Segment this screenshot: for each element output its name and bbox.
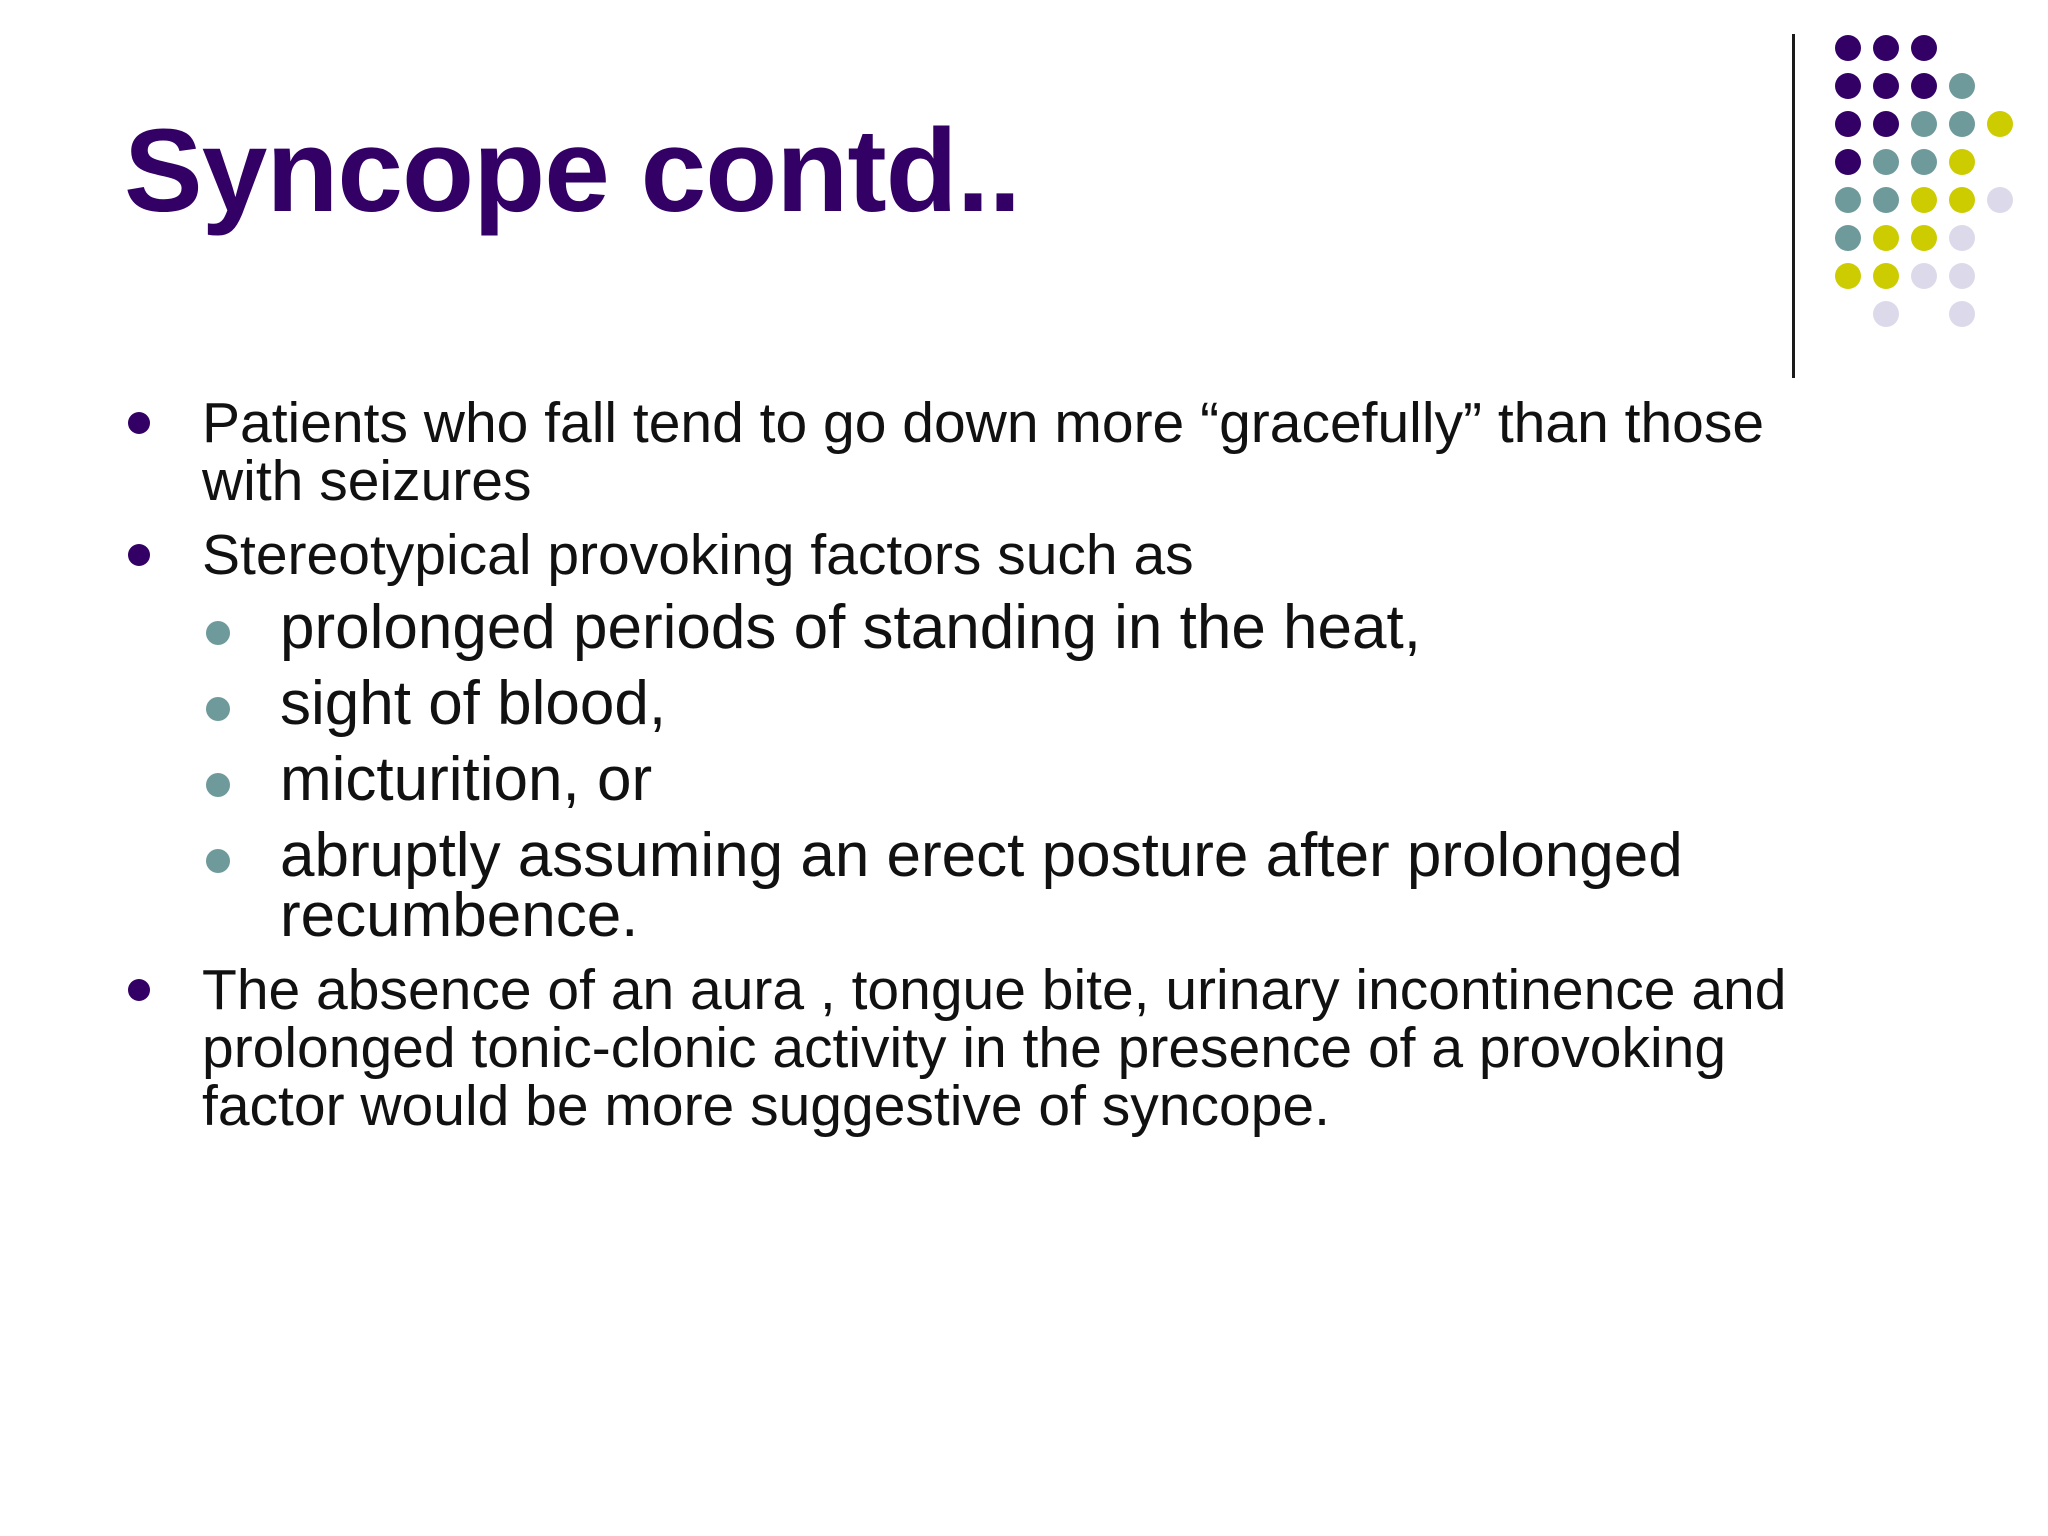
decorative-dot: [1911, 73, 1937, 99]
decorative-dot: [1949, 263, 1975, 289]
decorative-dot: [1835, 149, 1861, 175]
decorative-dot: [1987, 187, 2013, 213]
decorative-dot: [1873, 35, 1899, 61]
decorative-dot: [1949, 301, 1975, 327]
sub-bullet-dot: [206, 849, 230, 873]
decorative-dot: [1911, 263, 1937, 289]
decorative-dot: [1835, 187, 1861, 213]
decorative-dot: [1873, 187, 1899, 213]
decorative-dot: [1835, 111, 1861, 137]
decorative-dot: [1873, 149, 1899, 175]
decorative-dot: [1911, 111, 1937, 137]
decorative-dot: [1911, 149, 1937, 175]
decorative-dot: [1949, 149, 1975, 175]
decorative-dot: [1873, 225, 1899, 251]
decorative-dot: [1949, 111, 1975, 137]
sub-bullet-text-line: recumbence.: [280, 881, 639, 950]
bullet-text-line: The absence of an aura , tongue bite, urinary incontinence and: [202, 958, 1787, 1022]
bullet-text-line: Patients who fall tend to go down more “gracefully” than those: [202, 391, 1765, 455]
decorative-dot: [1835, 73, 1861, 99]
slide-title: Syncope contd..: [124, 105, 1021, 237]
sub-bullet-dot: [206, 621, 230, 645]
decorative-dot: [1873, 263, 1899, 289]
sub-bullet-text-line: micturition, or: [280, 745, 653, 814]
decorative-dot: [1835, 225, 1861, 251]
sub-bullet-text-line: sight of blood,: [280, 669, 667, 738]
bullet-dot: [128, 979, 150, 1001]
decorative-dot: [1873, 301, 1899, 327]
decorative-dot: [1949, 187, 1975, 213]
bullet-text-line: prolonged tonic-clonic activity in the presence of a provoking: [202, 1016, 1727, 1080]
bullet-text-line: Stereotypical provoking factors such as: [202, 523, 1194, 587]
decorative-dot: [1911, 225, 1937, 251]
decorative-dot: [1987, 111, 2013, 137]
sub-bullet-text-line: prolonged periods of standing in the heat,: [280, 593, 1421, 662]
decorative-dot: [1949, 225, 1975, 251]
decorative-dot: [1873, 73, 1899, 99]
decorative-dot: [1835, 35, 1861, 61]
decorative-dot: [1911, 187, 1937, 213]
decorative-dot: [1873, 111, 1899, 137]
bullet-text-line: with seizures: [202, 449, 532, 513]
decorative-dot: [1911, 35, 1937, 61]
bullet-text-line: factor would be more suggestive of syncope.: [202, 1074, 1330, 1138]
decorative-dot: [1835, 263, 1861, 289]
bullet-dot: [128, 412, 150, 434]
decorative-dot: [1949, 73, 1975, 99]
sub-bullet-text-line: abruptly assuming an erect posture after prolonged: [280, 821, 1683, 890]
bullet-dot: [128, 544, 150, 566]
vertical-divider: [1792, 34, 1795, 378]
sub-bullet-dot: [206, 773, 230, 797]
sub-bullet-dot: [206, 697, 230, 721]
